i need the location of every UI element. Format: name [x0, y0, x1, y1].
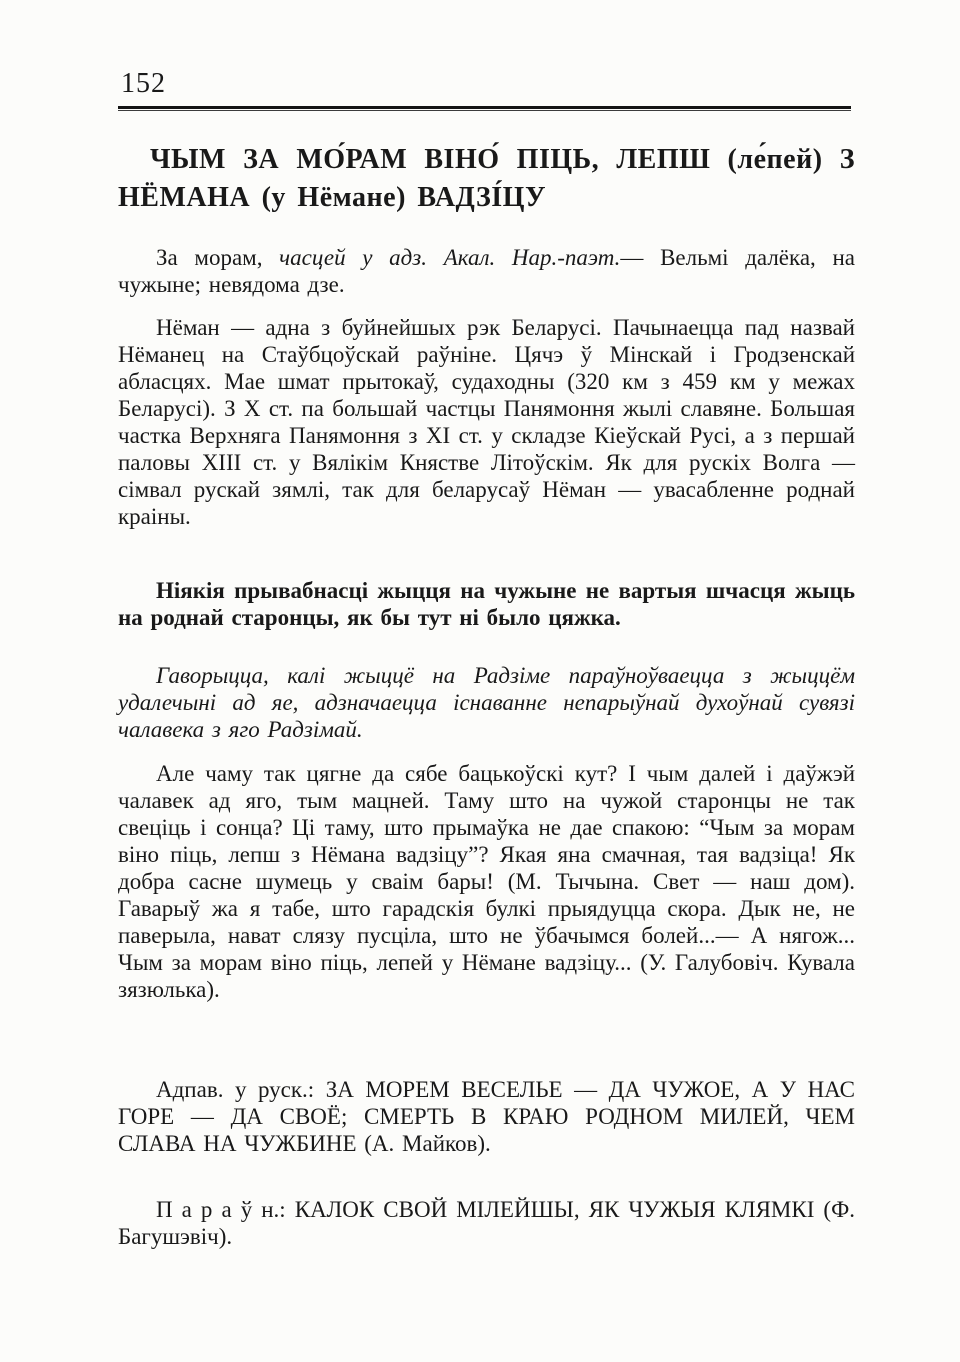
russian-equivalent-text: ЗА МОРЕМ ВЕСЕЛЬЕ — ДА ЧУЖОЕ, А У НАС ГОРЕ — ДА СВОЁ; СМЕРТЬ В КРАЮ РОДНОМ МИЛЕЙ, ЧЕМ СЛАВА НА ЧУЖБИНЕ (А. Майков).	[118, 1077, 855, 1156]
compare-label: П а р а ў н.:	[156, 1197, 295, 1222]
page-number: 152	[121, 68, 166, 99]
compare-paragraph	[118, 1196, 855, 1250]
header-rule	[118, 106, 851, 112]
history-paragraph: Нёман — адна з буйнейшых рэк Беларусі. Пачынаецца пад назвай Нёманец на Стаўбцоўскай раўніне. Цячэ ў Мінскай і Гродзенскай абласцях. Мае шмат прытокаў, судаходны (320 км з 459 км у межах Беларусі). З X ст. па большай частцы Панямоння жылі славяне. Большая частка Верхняга Панямоння з XI ст. у складзе Кіеўскай Русі, а з першай паловы XIII ст. у Вялікім Княстве Літоўскім. Як для рускіх Волга — сімвал рускай зямлі, так для беларусаў Нёман — увасабленне роднай краіны.	[118, 315, 855, 529]
quotations-paragraph: Але чаму так цягне да сябе бацькоўскі кут? І чым далей і даўжэй чалавек ад яго, тым мацней. Таму што на чужой старонцы не так свеціць і сонца? Ці таму, што прымаўка не дае спакою: “Чым за морам віно піць, лепш з Нёмана вадзіцу”? Якая яна смачная, тая вадзіца! Як добра сасне шумець у сваім бары! (М. Тычына. Свет — наш дом). Гаварыў жа я табе, што гарадскія булкі прыядуцца скора. Дык не, не паверыла, нават слязу пусціла, што не ўбачымся болей...— А нягож... Чым за морам віно піць, лепей у Нёмане вадзіцу... (У. Галубовіч. Кувала зязюлька).	[118, 761, 855, 1002]
entry-heading-line2: НЁМАНА (у Нёмане) ВАДЗІ́ЦУ	[118, 182, 546, 213]
russian-equivalent-paragraph	[118, 1076, 855, 1157]
definition-grammar-label: часцей у адз. Акал. Нар.-паэт.	[279, 245, 621, 270]
definition-paragraph	[118, 244, 855, 298]
moral-paragraph: Ніякія прывабнасці жыцця на чужыне не вартыя шчасця жыць на роднай старонцы, як бы тут ні было цяжка.	[118, 578, 855, 630]
entry-heading	[118, 141, 855, 217]
entry-heading-line1: ЧЫМ ЗА МО́РАМ ВІНО́ ПІЦЬ, ЛЕПШ (ле́пей) З	[150, 144, 855, 175]
definition-meaning: — Вельмі далёка, на чужыне; невядома дзе.	[118, 245, 855, 297]
russian-equivalent-label: Адпав. у руск.:	[156, 1077, 326, 1102]
compare-text: КАЛОК СВОЙ МІЛЕЙШЫ, ЯК ЧУЖЫЯ КЛЯМКІ (Ф. Багушэвіч).	[118, 1197, 855, 1249]
definition-lead: За морам,	[156, 245, 280, 270]
usage-note-paragraph: Гаворыцца, калі жыццё на Радзіме параўноўваецца з жыццём удалечыні ад яе, адзначаецца існаванне непарыўнай духоўнай сувязі чалавека з яго Радзімай.	[118, 663, 855, 742]
